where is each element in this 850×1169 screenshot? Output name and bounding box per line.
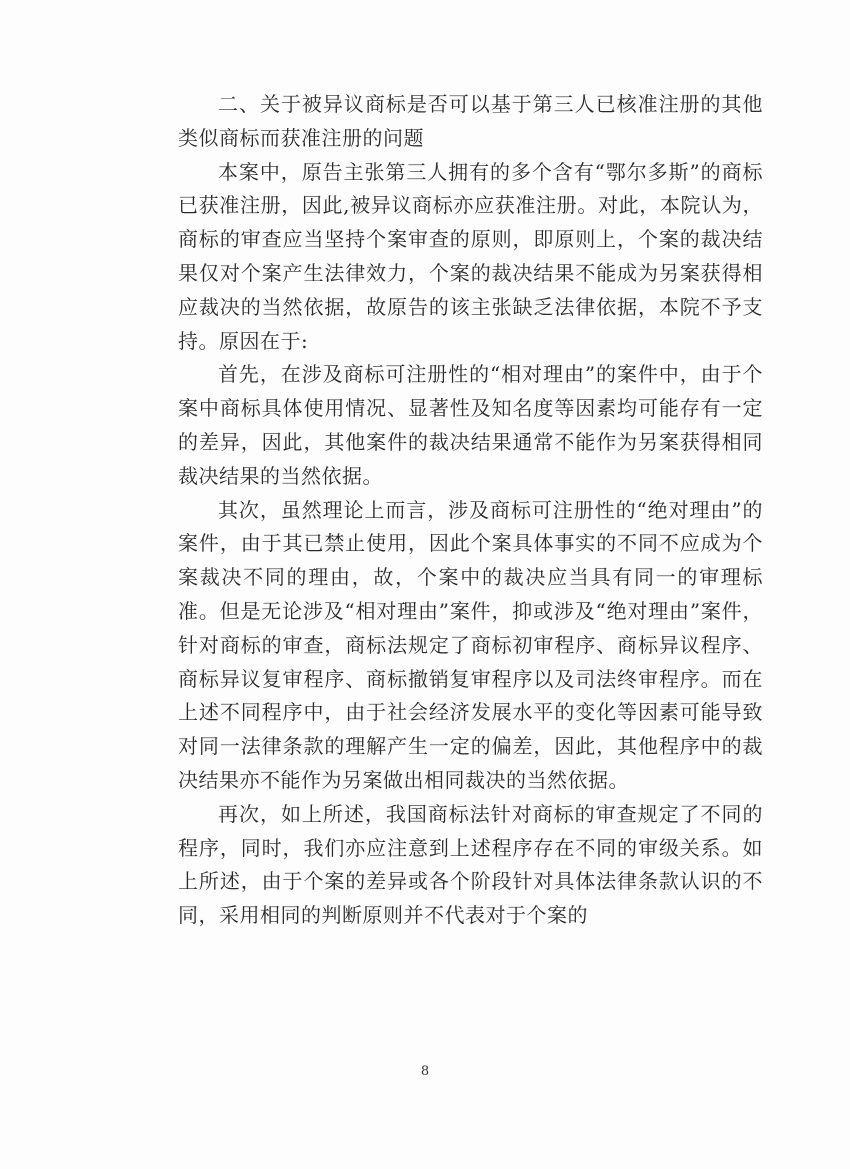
document-body — [178, 88, 763, 933]
paragraph-1: 本案中，原告主张第三人拥有的多个含有“鄂尔多斯”的商标已获准注册，因此,被异议商标亦应获准注册。对此，本院认为，商标的审查应当坚持个案审查的原则，即原则上，个案的裁决结果仅对个案产生法律效力，个案的裁决结果不能成为另案获得相应裁决的当然依据，故原告的该主张缺乏法律依据，本院不予支持。原因在于: — [178, 159, 763, 353]
paragraph-3: 其次，虽然理论上而言，涉及商标可注册性的“绝对理由”的案件，由于其已禁止使用，因此个案具体事实的不同不应成为个案裁决不同的理由，故，个案中的裁决应当具有同一的审理标准。但是无论涉及“相对理由”案件，抑或涉及“绝对理由”案件，针对商标的审查，商标法规定了商标初审程序、商标异议程序、商标异议复审程序、商标撤销复审程序以及司法终审程序。而在上述不同程序中，由于社会经济发展水平的变化等因素可能导致对同一法律条款的理解产生一定的偏差，因此，其他程序中的裁决结果亦不能作为另案做出相同裁决的当然依据。 — [178, 497, 763, 792]
paragraph-2: 首先，在涉及商标可注册性的“相对理由”的案件中，由于个案中商标具体使用情况、显著性及知名度等因素均可能存有一定的差异，因此，其他案件的裁决结果通常不能作为另案获得相同裁决结果的当然依据。 — [178, 362, 763, 488]
section-heading: 二、关于被异议商标是否可以基于第三人已核准注册的其他类似商标而获准注册的问题 — [178, 92, 763, 150]
page-number: 8 — [420, 1064, 430, 1079]
paragraph-4: 再次，如上所述，我国商标法针对商标的审查规定了不同的程序，同时，我们亦应注意到上述程序存在不同的审级关系。如上所述，由于个案的差异或各个阶段针对具体法律条款认识的不同，采用相同的判断原则并不代表对于个案的 — [178, 801, 763, 928]
